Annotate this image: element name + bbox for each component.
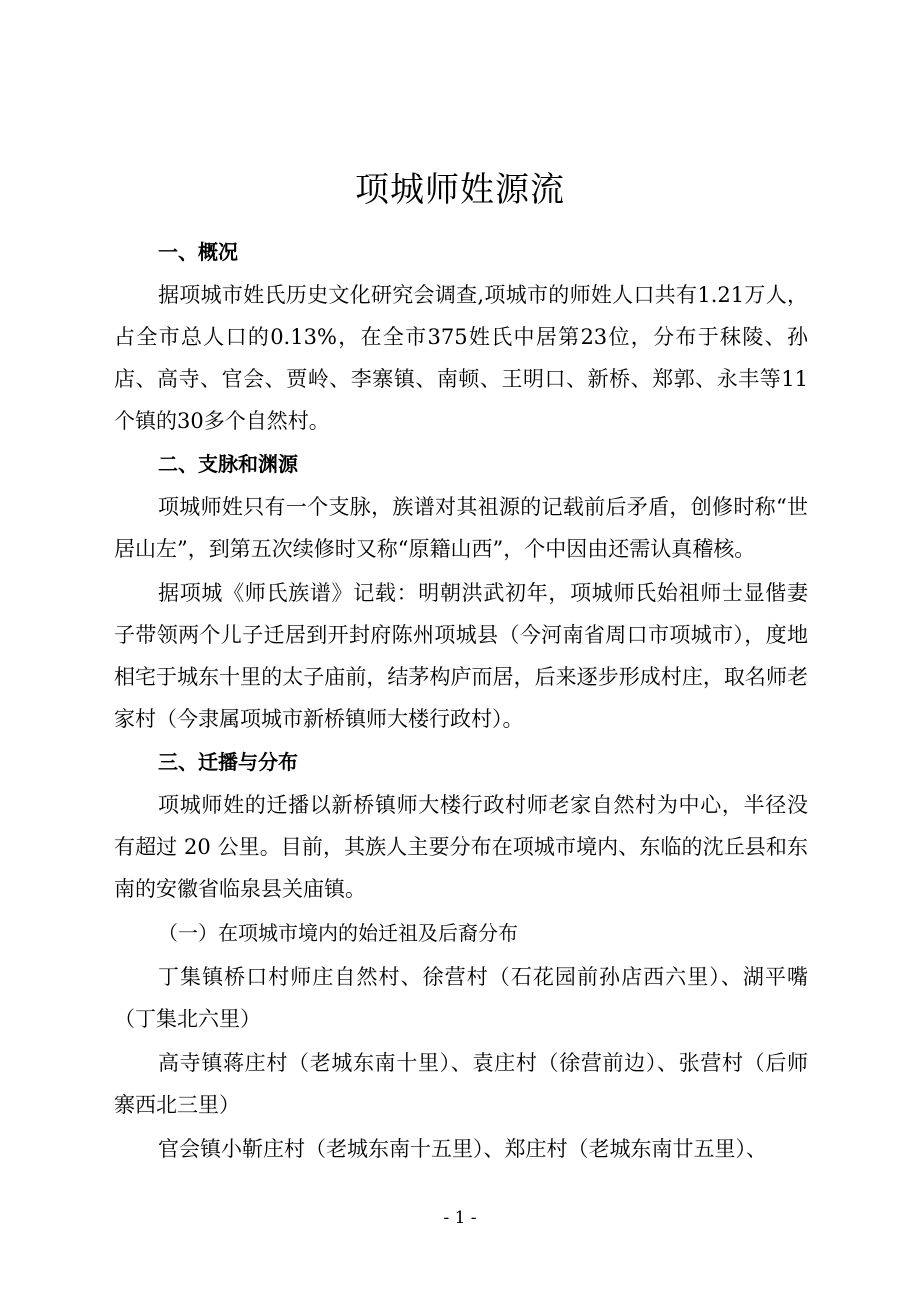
page-number: - 1 - (443, 1208, 477, 1228)
paragraph: 据项城市姓氏历史文化研究会调查,项城市的师姓人口共有1.21万人，占全市总人口的0.13%，在全市375姓氏中居第23位，分布于秣陵、孙店、高寺、官会、贾岭、李寨镇、南顿、王明口、新桥、郑郭、永丰等11个镇的30多个自然村。 (114, 283, 808, 433)
section-heading-migration: 三、迁播与分布 (158, 750, 298, 774)
document-title: 项城师姓源流 (355, 170, 565, 210)
section-heading-lineage: 二、支脉和渊源 (158, 452, 298, 476)
subsection-heading: （一）在项城市境内的始迁祖及后裔分布 (158, 921, 518, 945)
paragraph: 项城师姓只有一个支脉，族谱对其祖源的记载前后矛盾，创修时称“世居山左”，到第五次续修时又称“原籍山西”，个中因由还需认真稽核。 (114, 495, 808, 561)
paragraph: 官会镇小靳庄村（老城东南十五里）、郑庄村（老城东南廿五里）、 (158, 1137, 767, 1161)
paragraph: 项城师姓的迁播以新桥镇师大楼行政村师老家自然村为中心，半径没有超过 20 公里。目前，其族人主要分布在项城市境内、东临的沈丘县和东南的安徽省临泉县关庙镇。 (114, 793, 808, 901)
document-body (114, 232, 808, 1172)
paragraph: 据项城《师氏族谱》记载：明朝洪武初年，项城师氏始祖师士显偕妻子带领两个儿子迁居到开封府陈州项城县（今河南省周口市项城市），度地相宅于城东十里的太子庙前，结茅构庐而居，后来逐步形成村庄，取名师老家村（今隶属项城市新桥镇师大楼行政村）。 (114, 581, 808, 731)
paragraph: 高寺镇蒋庄村（老城东南十里）、袁庄村（徐营前边）、张营村（后师寨西北三里） (114, 1051, 808, 1117)
paragraph: 丁集镇桥口村师庄自然村、徐营村（石花园前孙店西六里）、湖平嘴（丁集北六里） (114, 965, 808, 1031)
section-heading-overview: 一、概况 (158, 240, 238, 264)
